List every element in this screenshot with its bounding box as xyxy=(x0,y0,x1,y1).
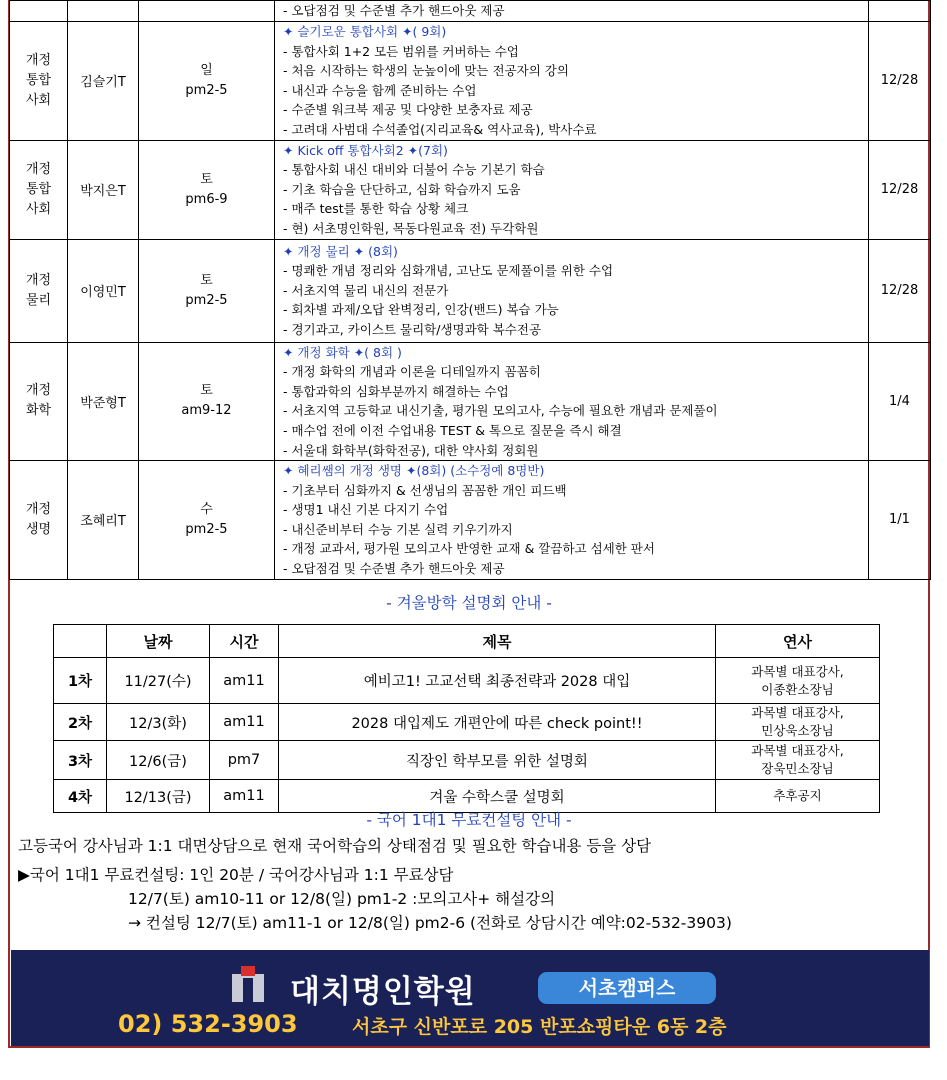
seminar-speaker-line: 과목별 대표강사, xyxy=(751,705,844,720)
course-row xyxy=(10,239,931,342)
course-subject-line: 화학 xyxy=(25,403,52,419)
course-title: ✦ Kick off 통합사회2 ✦(7회) xyxy=(283,142,448,158)
seminar-speaker-line: 과목별 대표강사, xyxy=(751,663,844,679)
course-detail-line: - 기초 학습을 단단하고, 심화 학습까지 도움 xyxy=(283,181,521,197)
course-detail-line: - 통합과학의 심화부분까지 해결하는 수업 xyxy=(283,383,509,399)
course-detail-line: - 개정 화학의 개념과 이론을 디테일까지 꼼꼼히 xyxy=(283,364,541,380)
course-start-date: 1/1 xyxy=(869,461,931,580)
course-teacher: 박준형T xyxy=(68,342,139,461)
course-description xyxy=(275,1,869,22)
seminar-header-time: 시간 xyxy=(210,625,279,658)
seminar-time: pm7 xyxy=(210,741,279,780)
course-time-line: 수 xyxy=(200,501,213,517)
course-time-line: 일 xyxy=(200,62,213,78)
seminar-speaker xyxy=(716,704,880,741)
course-subject xyxy=(10,1,68,22)
course-subject-line: 개정 xyxy=(25,383,52,399)
seminar-header-topic: 제목 xyxy=(279,625,716,658)
seminar-speaker-line: 과목별 대표강사, xyxy=(751,743,844,758)
course-detail-line: - 서초지역 물리 내신의 전문가 xyxy=(283,282,449,298)
academy-address: 서초구 신반포로 205 반포쇼핑타운 6동 2층 xyxy=(352,1016,727,1038)
course-time xyxy=(139,239,275,342)
consulting-line-3: → 컨설팅 12/7(토) am11-1 or 12/8(일) pm2-6 (전화로 상담시간 예약:02-532-3903) xyxy=(128,914,732,932)
course-time xyxy=(139,461,275,580)
course-row xyxy=(10,342,931,461)
course-row xyxy=(10,461,931,580)
seminar-header-date: 날짜 xyxy=(107,625,210,658)
course-detail-line: - 매수업 전에 이전 수업내용 TEST & 톡으로 질문을 즉시 해결 xyxy=(283,422,622,438)
course-subject-line: 개정 xyxy=(25,501,52,517)
seminar-time: am11 xyxy=(210,704,279,741)
course-time xyxy=(139,22,275,141)
course-detail-line: - 통합사회 내신 대비와 더불어 수능 기본기 학습 xyxy=(283,162,545,178)
seminar-header-speaker: 연사 xyxy=(716,625,880,658)
seminar-round: 2차 xyxy=(54,704,107,741)
course-time-line: 토 xyxy=(200,272,213,288)
seminar-row xyxy=(54,704,880,741)
academy-name: 대치명인학원 xyxy=(290,974,476,1010)
seminar-round: 3차 xyxy=(54,741,107,780)
course-subject-line: 생명 xyxy=(25,521,52,537)
seminar-date: 12/6(금) xyxy=(107,741,210,780)
course-detail-line: - 수준별 워크북 제공 및 다양한 보충자료 제공 xyxy=(283,102,533,118)
course-detail-line: - 경기과고, 카이스트 물리학/생명과학 복수전공 xyxy=(283,321,542,337)
academy-logo-icon xyxy=(232,966,264,1002)
course-row xyxy=(10,140,931,239)
course-subject-line: 통합 xyxy=(25,72,52,88)
consulting-line-2: 12/7(토) am10-11 or 12/8(일) pm1-2 :모의고사+ 해설강의 xyxy=(128,890,556,908)
course-description xyxy=(275,342,869,461)
course-subject xyxy=(10,140,68,239)
course-row xyxy=(10,1,931,22)
course-title: ✦ 개정 물리 ✦ (8회) xyxy=(283,243,398,259)
campus-badge: 서초캠퍼스 xyxy=(538,972,716,1004)
seminar-time: am11 xyxy=(210,780,279,813)
course-title: ✦ 혜리쌤의 개정 생명 ✦(8회) (소수정예 8명반) xyxy=(283,463,545,479)
seminar-title: - 겨울방학 설명회 안내 - xyxy=(386,594,552,612)
course-detail-line: - 고려대 사범대 수석졸업(지리교육& 역사교육), 박사수료 xyxy=(283,121,597,137)
course-detail-line: - 개정 교과서, 평가원 모의고사 반영한 교재 & 깔끔하고 섬세한 판서 xyxy=(283,541,655,557)
seminar-date: 12/3(화) xyxy=(107,704,210,741)
consulting-intro: 고등국어 강사님과 1:1 대면상담으로 현재 국어학습의 상태점검 및 필요한 학습내용 등을 상담 xyxy=(18,837,652,855)
course-subject xyxy=(10,239,68,342)
course-description xyxy=(275,239,869,342)
course-time-line: 토 xyxy=(200,171,213,187)
seminar-header-blank xyxy=(54,625,107,658)
course-detail-line: - 처음 시작하는 학생의 눈높이에 맞는 전공자의 강의 xyxy=(283,63,569,79)
seminar-topic: 직장인 학부모를 위한 설명회 xyxy=(279,741,716,780)
seminar-speaker-line: 이종환소장님 xyxy=(761,681,834,697)
course-description xyxy=(275,22,869,141)
course-title: ✦ 개정 화학 ✦( 8회 ) xyxy=(283,344,402,360)
course-subject-line: 사회 xyxy=(25,201,52,217)
seminar-speaker-line: 민상욱소장님 xyxy=(761,723,834,738)
course-subject-line: 개정 xyxy=(25,52,52,68)
course-subject-line: 개정 xyxy=(25,272,52,288)
course-detail-line: - 명쾌한 개념 정리와 심화개념, 고난도 문제풀이를 위한 수업 xyxy=(283,263,614,279)
course-detail-line: - 회차별 과제/오답 완벽정리, 인강(밴드) 복습 가능 xyxy=(283,302,559,318)
academy-phone: 02) 532-3903 xyxy=(118,1010,298,1038)
course-subject xyxy=(10,461,68,580)
course-subject-line: 통합 xyxy=(25,181,52,197)
course-teacher: 김슬기T xyxy=(68,22,139,141)
course-time xyxy=(139,140,275,239)
course-detail-line: - 서초지역 고등학교 내신기출, 평가원 모의고사, 수능에 필요한 개념과 문제풀이 xyxy=(283,403,718,419)
course-detail-line: - 통합사회 1+2 모든 범위를 커버하는 수업 xyxy=(283,43,519,59)
course-teacher: 이영민T xyxy=(68,239,139,342)
seminar-speaker-line: 장욱민소장님 xyxy=(761,761,834,776)
seminar-row xyxy=(54,658,880,704)
course-time-line: pm2-5 xyxy=(185,292,228,308)
seminar-row xyxy=(54,741,880,780)
course-subject-line: 개정 xyxy=(25,161,52,177)
course-subject xyxy=(10,22,68,141)
seminar-date: 12/13(금) xyxy=(107,780,210,813)
course-time-line: 토 xyxy=(200,383,213,399)
seminar-time: am11 xyxy=(210,658,279,704)
course-subject-line: 사회 xyxy=(25,92,52,108)
course-start-date: 12/28 xyxy=(869,22,931,141)
course-start-date: 12/28 xyxy=(869,239,931,342)
course-detail-line: - 서울대 화학부(화학전공), 대한 약사회 정회원 xyxy=(283,442,539,458)
course-detail-line: - 현) 서초명인학원, 목동다원교육 전) 두각학원 xyxy=(283,220,539,236)
seminar-speaker xyxy=(716,658,880,704)
course-title: ✦ 슬기로운 통합사회 ✦( 9회) xyxy=(283,24,447,39)
seminar-header-row xyxy=(54,625,880,658)
seminar-round: 4차 xyxy=(54,780,107,813)
consulting-line-1: ▶국어 1대1 무료컨설팅: 1인 20분 / 국어강사님과 1:1 무료상담 xyxy=(18,866,454,884)
consulting-title: - 국어 1대1 무료컨설팅 안내 - xyxy=(366,811,572,829)
course-start-date: 1/4 xyxy=(869,342,931,461)
course-detail-line: - 내신준비부터 수능 기본 실력 키우기까지 xyxy=(283,521,513,537)
seminar-topic: 2028 대입제도 개편안에 따른 check point!! xyxy=(279,704,716,741)
course-start-date: 12/28 xyxy=(869,140,931,239)
course-table xyxy=(9,0,931,580)
seminar-round: 1차 xyxy=(54,658,107,704)
course-teacher: 박지은T xyxy=(68,140,139,239)
course-detail-line: - 오답점검 및 수준별 추가 핸드아웃 제공 xyxy=(283,561,505,577)
course-row xyxy=(10,22,931,141)
course-detail-line: - 오답점검 및 수준별 추가 핸드아웃 제공 xyxy=(283,3,505,19)
course-time xyxy=(139,342,275,461)
course-description xyxy=(275,140,869,239)
course-description xyxy=(275,461,869,580)
course-teacher: 조혜리T xyxy=(68,461,139,580)
seminar-topic: 겨울 수학스쿨 설명회 xyxy=(279,780,716,813)
seminar-table xyxy=(53,624,880,813)
course-time-line: pm6-9 xyxy=(185,191,228,207)
course-detail-line: - 내신과 수능을 함께 준비하는 수업 xyxy=(283,82,477,98)
course-detail-line: - 기초부터 심화까지 & 선생님의 꼼꼼한 개인 피드백 xyxy=(283,482,567,498)
course-subject xyxy=(10,342,68,461)
seminar-topic: 예비고1! 고교선택 최종전략과 2028 대입 xyxy=(279,658,716,704)
course-detail-line: - 생명1 내신 기본 다지기 수업 xyxy=(283,502,449,518)
seminar-speaker xyxy=(716,741,880,780)
course-time xyxy=(139,1,275,22)
course-time-line: am9-12 xyxy=(181,403,232,419)
course-teacher xyxy=(68,1,139,22)
course-time-line: pm2-5 xyxy=(185,521,228,537)
course-start-date xyxy=(869,1,931,22)
course-time-line: pm2-5 xyxy=(185,82,228,98)
seminar-speaker-line: 추후공지 xyxy=(773,788,822,803)
course-subject-line: 물리 xyxy=(25,292,52,308)
course-detail-line: - 매주 test를 통한 학습 상황 체크 xyxy=(283,201,469,217)
seminar-date: 11/27(수) xyxy=(107,658,210,704)
